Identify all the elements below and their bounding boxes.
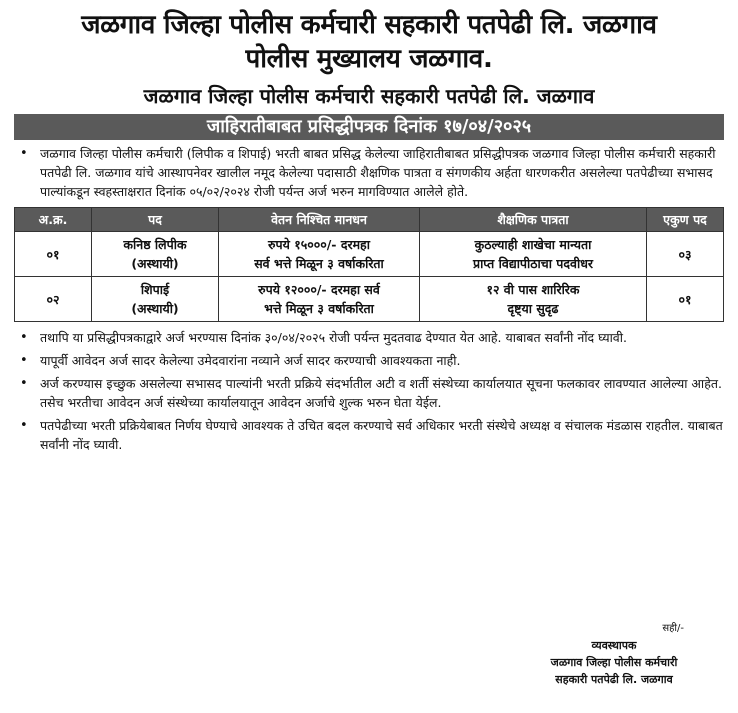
signatory-org-line-2: सहकारी पतपेढी लि. जळगाव: [555, 673, 673, 686]
bullet-icon: •: [20, 418, 28, 433]
col-header-sr: अ.क्र.: [15, 208, 92, 232]
edu-line-1: १२ वी पास शारिरिक: [486, 282, 580, 297]
cell-education: [420, 277, 647, 322]
cell-sr: ०१: [15, 232, 92, 277]
note-text: तथापि या प्रसिद्धीपत्रकाद्वारे अर्ज भरण्यास दिनांक ३०/०४/२०२५ रोजी पर्यन्त मुदतवाढ देण्यात येत आहे. याबाबत सर्वांनी नोंद घ्यावी.: [40, 330, 627, 345]
pay-line-2: सर्व भत्ते मिळून ३ वर्षाकरिता: [254, 256, 384, 271]
notes-list: [14, 328, 724, 454]
table-row: [15, 277, 724, 322]
note-text: अर्ज करण्यास इच्छुक असलेल्या सभासद पाल्यांनी भरती प्रक्रिये संदर्भातील अटी व शर्ती संस्थेच्या कार्यालयात सूचना फलकावर लावण्यात आलेल्या आहेत. तसेच भरतीचा आवेदन अर्ज संस्थेच्या कार्यालयातून आवेदन अर्जाचे शुल्क भरुन घेता येईल.: [40, 376, 722, 410]
note-item: [14, 328, 724, 347]
note-text: पतपेढीच्या भरती प्रक्रियेबाबत निर्णय घेण्याचे आवश्यक ते उचित बदल करण्याचे सर्व अधिकार भरती संस्थेचे अध्यक्ष व संचालक मंडळास राहतील. याबाबत सर्वांनी नोंद घ्यावी.: [40, 418, 723, 452]
col-header-count: एकुण पद: [647, 208, 724, 232]
post-type: (अस्थायी): [131, 256, 179, 271]
col-header-post: पद: [92, 208, 219, 232]
posts-table: [14, 207, 724, 322]
bullet-icon: •: [20, 353, 28, 368]
intro-list: [14, 144, 724, 201]
cell-pay: [219, 277, 420, 322]
bullet-icon: •: [20, 376, 28, 391]
pay-line-1: रुपये १५०००/- दरमहा: [268, 237, 370, 252]
edu-line-1: कुठल्याही शाखेचा मान्यता: [474, 237, 592, 252]
note-text: यापूर्वी आवेदन अर्ज सादर केलेल्या उमेदवारांना नव्याने अर्ज सादर करण्याची आवश्यकता नाही.: [40, 353, 461, 368]
cell-education: [420, 232, 647, 277]
signature-block: [504, 620, 724, 688]
post-name: शिपाई: [140, 282, 170, 297]
col-header-education: शैक्षणिक पात्रता: [420, 208, 647, 232]
edu-line-2: दृष्ट्या सुदृढ: [507, 301, 559, 316]
cell-sr: ०२: [15, 277, 92, 322]
cell-pay: [219, 232, 420, 277]
signatory-org-line-1: जळगाव जिल्हा पोलीस कर्मचारी: [550, 656, 678, 669]
pay-line-2: भत्ते मिळून ३ वर्षाकरिता: [264, 301, 374, 316]
bullet-icon: •: [20, 330, 28, 345]
pay-line-1: रुपये १२०००/- दरमहा सर्व: [258, 282, 380, 297]
signature-mark: सही/-: [662, 623, 684, 634]
cell-count: ०३: [647, 232, 724, 277]
intro-text: जळगाव जिल्हा पोलीस कर्मचारी (लिपीक व शिपाई) भरती बाबत प्रसिद्ध केलेल्या जाहिरातीबाबत प्रसिद्धीपत्रक जळगाव जिल्हा पोलीस कर्मचारी सहकारी पतपेढी लि. जळगाव यांचे आस्थापनेवर खालील नमूद केलेल्या पदासाठी शैक्षणिक पात्रता व संगणकीय अर्हता धारणकरीत असलेल्या पतपेढीच्या सभासद पाल्यांकडून स्वहस्ताक्षरात दिनांक ०५/०२/२०२४ रोजी पर्यन्त अर्ज भरुन मागविण्यात आलेले होते.: [40, 146, 716, 199]
bullet-icon: •: [20, 146, 28, 161]
post-type: (अस्थायी): [131, 301, 179, 316]
table-header-row: [15, 208, 724, 232]
cell-post: [92, 277, 219, 322]
post-name: कनिष्ठ लिपीक: [123, 237, 187, 252]
title-line-1: जळगाव जिल्हा पोलीस कर्मचारी सहकारी पतपेढी लि. जळगाव: [81, 10, 657, 40]
edu-line-2: प्राप्त विद्यापीठाचा पदवीधर: [472, 256, 594, 271]
table-row: [15, 232, 724, 277]
col-header-pay: वेतन निश्चित मानधन: [219, 208, 420, 232]
cell-post: [92, 232, 219, 277]
note-item: [14, 374, 724, 412]
intro-item: [14, 144, 724, 201]
note-item: [14, 351, 724, 370]
notice-banner: जाहिरातीबाबत प्रसिद्धीपत्रक दिनांक १७/०४/२०२५: [14, 114, 724, 140]
title-line-2: पोलीस मुख्यालय जळगाव.: [245, 44, 493, 74]
subtitle: जळगाव जिल्हा पोलीस कर्मचारी सहकारी पतपेढी लि. जळगाव: [143, 84, 595, 108]
cell-count: ०१: [647, 277, 724, 322]
note-item: [14, 416, 724, 454]
signatory-title: व्यवस्थापक: [591, 639, 637, 652]
